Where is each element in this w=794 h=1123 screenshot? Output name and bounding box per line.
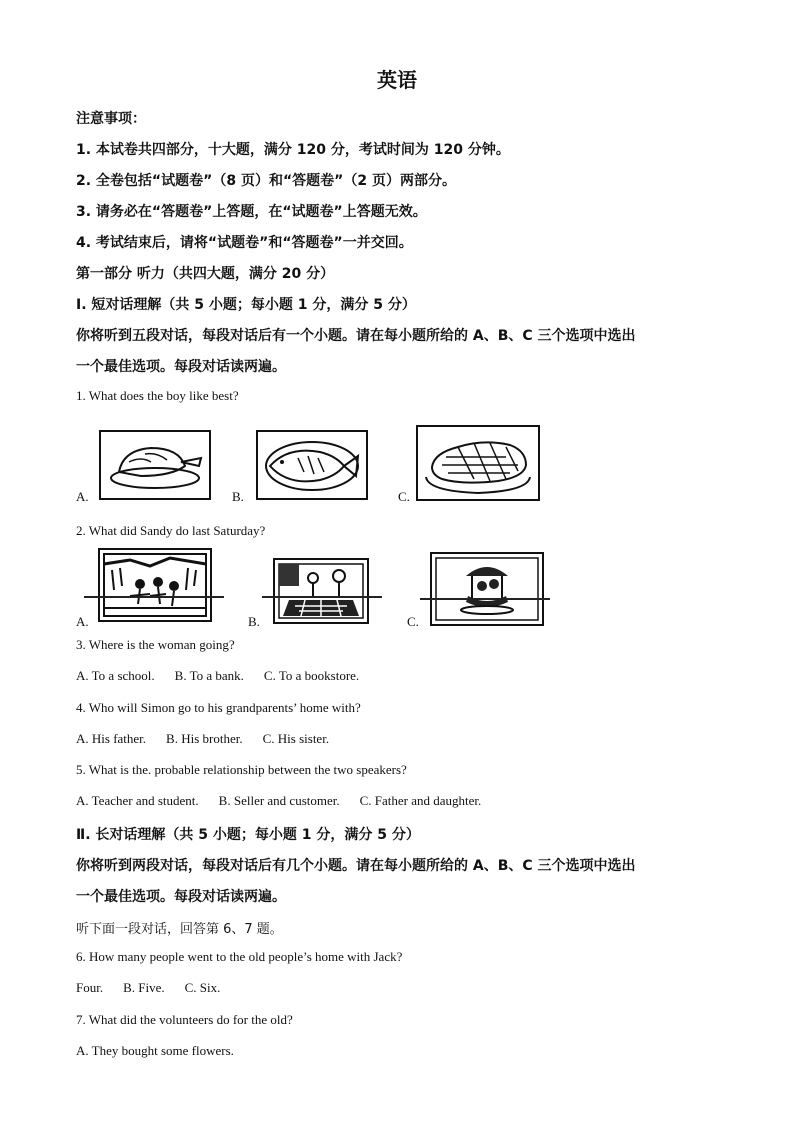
option: A. Teacher and student. [76, 793, 199, 808]
roast-chicken-icon[interactable] [99, 430, 211, 500]
question-4-options [76, 731, 349, 747]
question-6: 6. How many people went to the old people’s home with Jack? [76, 949, 403, 964]
notice-item: 1. 本试卷共四部分，十大题，满分 120 分，考试时间为 120 分钟。 [76, 142, 510, 158]
question-4: 4. Who will Simon go to his grandparents’ home with? [76, 700, 361, 715]
question-6-options [76, 980, 240, 996]
section2-instruction: 你将听到两段对话，每段对话后有几个小题。请在每小题所给的 A、B、C 三个选项中选出 [76, 858, 636, 874]
q2-option-b-label: B. [248, 614, 260, 629]
question-5: 5. What is the. probable relationship between the two speakers? [76, 762, 407, 777]
option: B. His brother. [166, 731, 243, 746]
section1-instruction: 一个最佳选项。每段对话读两遍。 [76, 359, 286, 375]
carousel-icon[interactable] [430, 552, 544, 626]
option: Four. [76, 980, 104, 995]
section2-instruction: 一个最佳选项。每段对话读两遍。 [76, 889, 286, 905]
option: B. Five. [123, 980, 165, 995]
question-2: 2. What did Sandy do last Saturday? [76, 523, 266, 538]
option: C. Father and daughter. [359, 793, 482, 808]
q2-option-a-label: A. [76, 614, 89, 629]
option: C. His sister. [262, 731, 330, 746]
option: B. Seller and customer. [218, 793, 340, 808]
option: C. Six. [184, 980, 221, 995]
question-3-options [76, 668, 379, 684]
option: B. To a bank. [174, 668, 244, 683]
option: C. To a bookstore. [263, 668, 360, 683]
option: A. They bought some flowers. [76, 1043, 234, 1058]
section1-instruction: 你将听到五段对话，每段对话后有一个小题。请在每小题所给的 A、B、C 三个选项中选出 [76, 328, 636, 344]
notice-item: 3. 请务必在“答题卷”上答题，在“试题卷”上答题无效。 [76, 204, 427, 220]
cake-icon[interactable] [416, 425, 540, 501]
option: A. His father. [76, 731, 147, 746]
page-title: 英语 [377, 68, 417, 92]
notice-heading: 注意事项： [76, 111, 146, 127]
section2-lead: 听下面一段对话，回答第 6、7 题。 [76, 922, 283, 937]
question-3: 3. Where is the woman going? [76, 637, 235, 652]
question-5-options [76, 793, 501, 809]
question-7-options [76, 1043, 254, 1059]
question-7: 7. What did the volunteers do for the old? [76, 1012, 293, 1027]
notice-item: 4. 考试结束后，请将“试题卷”和“答题卷”一并交回。 [76, 235, 413, 251]
children-playing-icon[interactable] [98, 548, 212, 622]
q2-option-c-label: C. [407, 614, 419, 629]
q1-option-b-label: B. [232, 489, 244, 504]
section1-heading: Ⅰ. 短对话理解（共 5 小题；每小题 1 分，满分 5 分） [76, 297, 416, 313]
divider [262, 596, 382, 598]
notice-item: 2. 全卷包括“试题卷”（8 页）和“答题卷”（2 页）两部分。 [76, 173, 456, 189]
part1-heading: 第一部分 听力（共四大题，满分 20 分） [76, 266, 335, 282]
divider [420, 598, 550, 600]
picnic-icon[interactable] [273, 558, 369, 624]
divider [84, 596, 224, 598]
question-1: 1. What does the boy like best? [76, 388, 239, 403]
q1-option-c-label: C. [398, 489, 410, 504]
section2-heading: Ⅱ. 长对话理解（共 5 小题；每小题 1 分，满分 5 分） [76, 827, 420, 843]
option: A. To a school. [76, 668, 155, 683]
fish-icon[interactable] [256, 430, 368, 500]
q1-option-a-label: A. [76, 489, 89, 504]
